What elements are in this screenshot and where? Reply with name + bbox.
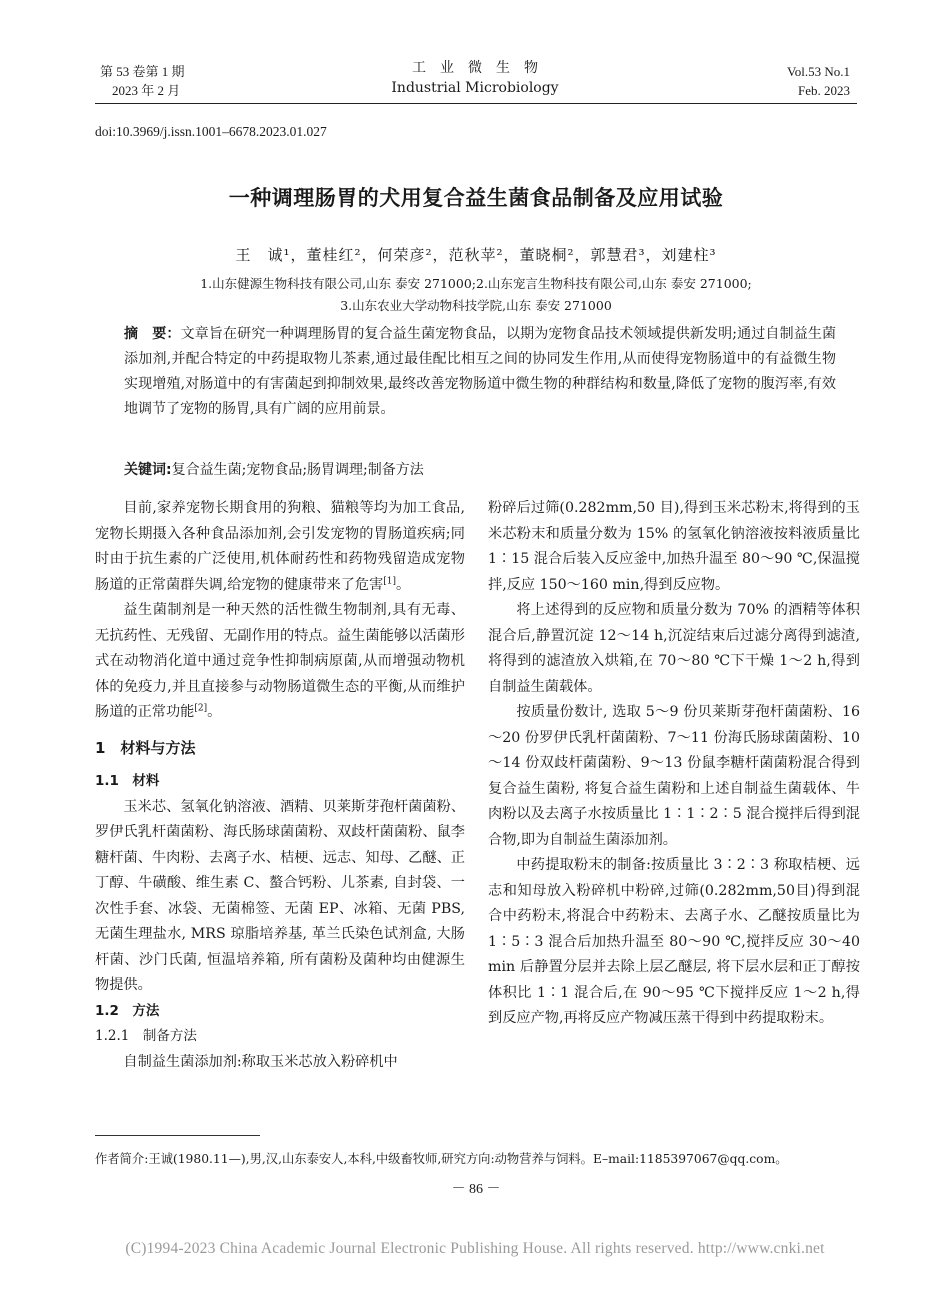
intro-paragraph-2	[95, 598, 465, 726]
abstract	[124, 322, 836, 422]
method-paragraph-3: 按质量份数计, 选取 5～9 份贝莱斯芽孢杆菌菌粉、16～20 份罗伊氏乳杆菌菌粉、7～11 份海氏肠球菌菌粉、10～14 份双歧杆菌菌粉、9～13 份鼠李糖杆菌菌粉混合得到复合益生菌粉, 将复合益生菌粉和上述自制益生菌载体、牛肉粉以及去离子水按质量比 1∶1∶2∶5 混合搅拌后得到混合物,即为自制益生菌添加剂。	[488, 704, 860, 848]
footnote-divider	[95, 1135, 260, 1136]
body-right-column	[488, 496, 860, 1032]
method-paragraph-4: 中药提取粉末的制备:按质量比 3∶2∶3 称取桔梗、远志和知母放入粉碎机中粉碎,过筛(0.282mm,50目)得到混合中药粉末,将混合中药粉末、去离子水、乙醚按质量比为 1∶5∶3 混合后加热升温至 80～90 ℃,搅拌反应 30～40 min 后静置分层并去除上层乙醚层, 将下层水层和正丁醇按体积比 1∶1 混合后,在 90～95 ℃下搅拌反应 1～2 h,得到反应产物,再将反应产物减压蒸干得到中药提取粉末。	[488, 857, 860, 1026]
author-footnote: 作者简介:王诚(1980.11—),男,汉,山东泰安人,本科,中级畜牧师,研究方向:动物营养与饲料。E–mail:1185397067@qq.com。	[95, 1152, 788, 1166]
affiliation-line-1: 1.山东健源生物科技有限公司,山东 泰安 271000;2.山东宠言生物科技有限公司,山东 泰安 271000;	[200, 276, 752, 291]
page-number: － 86 －	[451, 1182, 501, 1197]
keywords	[124, 458, 836, 482]
abstract-text: 文章旨在研究一种调理肠胃的复合益生菌宠物食品，以期为宠物食品技术领域提供新发明;通过自制益生菌添加剂,并配合特定的中药提取物儿茶素,通过最佳配比相互之间的协同发生作用,从而使得宠物肠道中的有益微生物实现增殖,对肠道中的有害菌起到抑制效果,最终改善宠物肠道中微生物的种群结构和数量,降低了宠物的腹泻率,有效地调节了宠物的肠胃,具有广阔的应用前景。	[124, 326, 837, 417]
method-paragraph-2: 将上述得到的反应物和质量分数为 70% 的酒精等体积混合后,静置沉淀 12～14 h,沉淀结束后过滤分离得到滤渣,将得到的滤渣放入烘箱,在 70～80 ℃下干燥 1～2 h,得到自制益生菌载体。	[488, 602, 860, 695]
section-heading-1-2-1: 1.2.1 制备方法	[95, 1028, 197, 1044]
method-paragraph-continued: 粉碎后过筛(0.282mm,50 目),得到玉米芯粉末,将得到的玉米芯粉末和质量分数为 15% 的氢氧化钠溶液按料液质量比 1∶15 混合后装入反应釜中,加热升温至 80～90 ℃,保温搅拌,反应 150～160 min,得到反应物。	[488, 500, 860, 593]
paper-title: 一种调理肠胃的犬用复合益生菌食品制备及应用试验	[228, 186, 724, 210]
keywords-text: 复合益生菌;宠物食品;肠胃调理;制备方法	[171, 462, 424, 478]
doi[interactable]: doi:10.3969/j.issn.1001–6678.2023.01.027	[95, 124, 327, 139]
abstract-label: 摘 要：	[124, 326, 181, 342]
section-heading-1-1: 1.1 材料	[95, 773, 160, 789]
intro-p1-text: 目前,家养宠物长期食用的狗粮、猫粮等均为加工食品,宠物长期摄入各种食品添加剂,会引发宠物的胃肠道疾病;同时由于抗生素的广泛使用,机体耐药性和药物残留造成宠物肠道的正常菌群失调,给宠物的健康带来了危害	[95, 500, 465, 593]
body-left-column	[95, 496, 465, 1075]
keywords-label: 关键词:	[124, 462, 172, 478]
intro-p1-end: 。	[396, 576, 411, 593]
header-divider	[95, 103, 857, 104]
affiliation-line-2: 3.山东农业大学动物科技学院,山东 泰安 271000	[340, 298, 612, 313]
author-list: 王 诚¹，董桂红²，何荣彦²，范秋苹²，董晓桐²，郭慧君³，刘建柱³	[235, 246, 717, 264]
section-heading-1-2: 1.2 方法	[95, 1002, 160, 1019]
section-heading-1: 1 材料与方法	[95, 738, 196, 757]
header-volume-en: Vol.53 No.1	[787, 64, 850, 79]
copyright-notice: (C)1994-2023 China Academic Journal Electronic Publishing House. All rights reserved. http://www.cnki.net	[125, 1240, 825, 1257]
intro-paragraph-1	[95, 496, 465, 598]
method-paragraph-start: 自制益生菌添加剂:称取玉米芯放入粉碎机中	[123, 1053, 398, 1070]
header-date-zh: 2023 年 2 月	[112, 83, 181, 98]
journal-name-en: Industrial Microbiology	[391, 80, 559, 96]
header-volume-date	[100, 62, 185, 100]
citation-ref[interactable]: [1]	[383, 575, 397, 586]
header-volume-zh: 第 53 卷第 1 期	[100, 64, 185, 79]
materials-paragraph: 玉米芯、氢氧化钠溶液、酒精、贝莱斯芽孢杆菌菌粉、罗伊氏乳杆菌菌粉、海氏肠球菌菌粉、双歧杆菌菌粉、鼠李糖杆菌、牛肉粉、去离子水、桔梗、远志、知母、乙醚、正丁醇、牛磺酸、维生素 C、螯合钙粉、儿茶素, 自封袋、一次性手套、冰袋、无菌棉签、无菌 EP、冰箱、无菌 PBS, 无菌生理盐水, MRS 琼脂培养基, 革兰氏染色试剂盒, 大肠杆菌、沙门氏菌, 恒温培养箱, 所有菌粉及菌种均由健源生物提供。	[95, 798, 465, 993]
journal-name-zh: 工业微生物	[412, 60, 552, 76]
intro-p2-end: 。	[207, 704, 222, 720]
intro-p2-text: 益生菌制剂是一种天然的活性微生物制剂,具有无毒、无抗药性、无残留、无副作用的特点。益生菌能够以活菌形式在动物消化道中通过竞争性抑制病原菌,从而增强动物机体的免疫力,并且直接参与动物肠道微生态的平衡,从而维护肠道的正常功能	[95, 602, 465, 720]
header-journal	[300, 58, 650, 98]
citation-ref[interactable]: [2]	[194, 703, 208, 714]
header-date-en: Feb. 2023	[798, 83, 850, 98]
header-volume-date-en	[787, 62, 850, 100]
